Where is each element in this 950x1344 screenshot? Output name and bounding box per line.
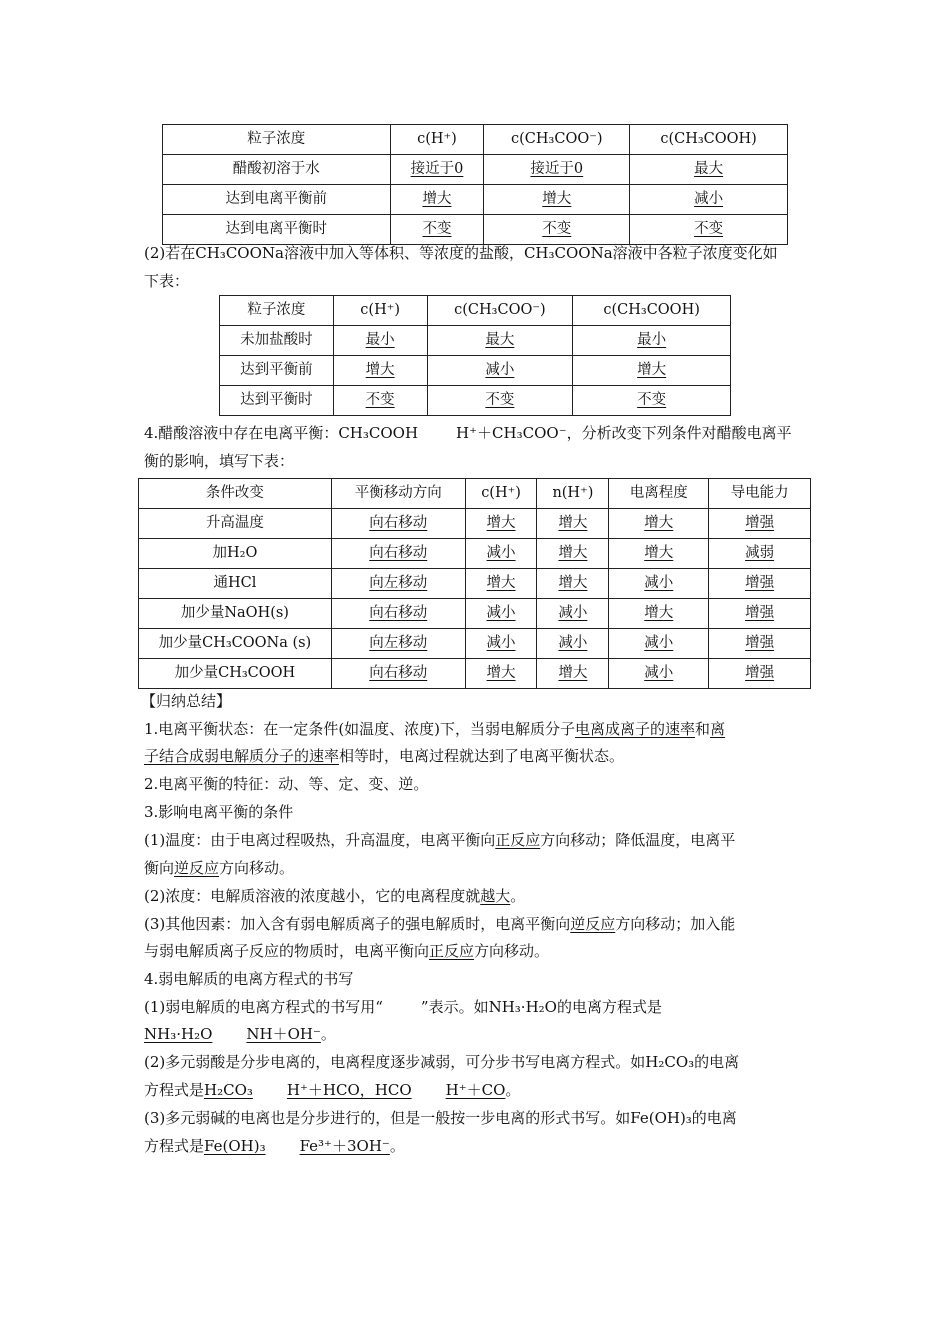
summary-3-3-line-1 xyxy=(144,911,808,938)
table-header: c(CH₃COOH) xyxy=(573,296,731,326)
table-row xyxy=(163,125,788,155)
text: 相等时，电离过程就达到了电离平衡状态。 xyxy=(339,747,625,765)
blank-answer xyxy=(204,1137,390,1155)
table-cell: 醋酸初溶于水 xyxy=(163,155,391,185)
text: 。 xyxy=(389,1137,405,1155)
table-header: 电离程度 xyxy=(609,479,709,509)
equilibrium-conditions-table xyxy=(138,478,811,689)
summary-1-line-1 xyxy=(144,716,808,743)
table-cell: 增大 xyxy=(609,599,709,629)
table-cell: 不变 xyxy=(333,386,427,416)
summary-3-3-line-2 xyxy=(144,938,808,965)
table-cell: 减小 xyxy=(630,185,788,215)
text: (1)弱电解质的电离方程式的书写用“ xyxy=(144,998,383,1016)
table-cell: 达到电离平衡前 xyxy=(163,185,391,215)
summary-3: 3.影响电离平衡的条件 xyxy=(144,803,294,821)
table-cell: 减小 xyxy=(465,599,537,629)
table-cell: 增大 xyxy=(609,539,709,569)
table-header: c(H⁺) xyxy=(333,296,427,326)
blank-answer xyxy=(204,1081,505,1099)
text: H₂CO₃ xyxy=(204,1081,253,1099)
table-cell: 增大 xyxy=(537,539,609,569)
table-cell: 达到电离平衡时 xyxy=(163,215,391,245)
table-cell: 增大 xyxy=(484,185,630,215)
table-cell: 达到平衡前 xyxy=(220,356,334,386)
table-header: 导电能力 xyxy=(709,479,811,509)
text: 衡向 xyxy=(144,859,175,877)
text: ”表示。如NH₃·H₂O的电离方程式是 xyxy=(420,998,662,1016)
paragraph-2-line-2: 下表： xyxy=(144,272,190,290)
summary-3-1-line-1 xyxy=(144,827,808,854)
table-cell: 最小 xyxy=(333,326,427,356)
text: 方向移动；加入能 xyxy=(615,915,736,933)
table-header: n(H⁺) xyxy=(537,479,609,509)
blank-answer xyxy=(144,1025,321,1043)
table-cell: 向右移动 xyxy=(331,539,465,569)
summary-1-line-2 xyxy=(144,743,808,770)
table-cell: 增大 xyxy=(537,659,609,689)
equation-right: H⁺＋CH₃COO⁻，分析改变下列条件对醋酸电离平 xyxy=(456,424,792,442)
summary-4-1-line-1 xyxy=(144,994,808,1021)
table-header: 粒子浓度 xyxy=(220,296,334,326)
table-row xyxy=(139,569,811,599)
text: NH＋OH⁻ xyxy=(246,1025,321,1043)
table-header: 粒子浓度 xyxy=(163,125,391,155)
paragraph-4-line-2: 衡的影响，填写下表： xyxy=(144,452,295,470)
table-cell: 增强 xyxy=(709,569,811,599)
summary-2: 2.电离平衡的特征：动、等、定、变、逆。 xyxy=(144,775,429,793)
table-cell: 减小 xyxy=(537,599,609,629)
table-cell: 向左移动 xyxy=(331,629,465,659)
blank-answer: 逆反应 xyxy=(570,915,616,933)
table-header: c(H⁺) xyxy=(390,125,484,155)
summary-4: 4.弱电解质的电离方程式的书写 xyxy=(144,970,354,988)
table-header: 条件改变 xyxy=(139,479,332,509)
table-row xyxy=(139,599,811,629)
table-cell: 向右移动 xyxy=(331,599,465,629)
text: NH₃·H₂O xyxy=(144,1025,213,1043)
summary-heading: 【归纳总结】 xyxy=(141,692,232,710)
text: Fe³⁺＋3OH⁻ xyxy=(299,1137,390,1155)
table-cell: 加少量CH₃COOH xyxy=(139,659,332,689)
table-cell: 最小 xyxy=(573,326,731,356)
ion-concentration-table-sodium-acetate xyxy=(219,295,731,416)
table-cell: 增大 xyxy=(609,509,709,539)
summary-4-3-line-2 xyxy=(144,1133,808,1160)
table-row xyxy=(163,185,788,215)
table-cell: 加少量NaOH(s) xyxy=(139,599,332,629)
table-cell: 不变 xyxy=(630,215,788,245)
table-cell: 未加盐酸时 xyxy=(220,326,334,356)
table-cell: 不变 xyxy=(427,386,573,416)
blank-answer: 离 xyxy=(710,720,726,738)
table-cell: 达到平衡时 xyxy=(220,386,334,416)
text: 。 xyxy=(320,1025,336,1043)
table-row xyxy=(139,539,811,569)
paragraph-2-line-1: (2)若在CH₃COONa溶液中加入等体积、等浓度的盐酸，CH₃COONa溶液中各粒子浓度变化如 xyxy=(144,244,778,262)
table-cell: 增大 xyxy=(465,659,537,689)
table-cell: 增大 xyxy=(573,356,731,386)
table-cell: 增大 xyxy=(537,509,609,539)
table-cell: 向右移动 xyxy=(331,509,465,539)
text: 方向移动；降低温度，电离平 xyxy=(540,831,736,849)
summary-4-2-line-2 xyxy=(144,1077,808,1104)
table-header: c(H⁺) xyxy=(465,479,537,509)
blank-answer: 正反应 xyxy=(495,831,541,849)
table-cell: 加H₂O xyxy=(139,539,332,569)
table-cell: 减小 xyxy=(465,539,537,569)
table-cell: 加少量CH₃COONa (s) xyxy=(139,629,332,659)
text: 方向移动。 xyxy=(474,942,550,960)
table-cell: 增大 xyxy=(465,509,537,539)
table-cell: 减小 xyxy=(609,629,709,659)
table-cell: 减小 xyxy=(465,629,537,659)
table-cell: 增强 xyxy=(709,659,811,689)
table-cell: 升高温度 xyxy=(139,509,332,539)
table-cell: 增强 xyxy=(709,509,811,539)
equation-left: 4.醋酸溶液中存在电离平衡：CH₃COOH xyxy=(144,424,419,442)
summary-3-1-line-2 xyxy=(144,855,808,882)
blank-answer: 电离成离子的速率 xyxy=(575,720,696,738)
table-row xyxy=(220,386,731,416)
table-cell: 减小 xyxy=(609,569,709,599)
summary-3-2 xyxy=(144,883,808,910)
text: 方向移动。 xyxy=(219,859,295,877)
paragraph-4-line-1 xyxy=(144,420,808,447)
table-cell: 增强 xyxy=(709,599,811,629)
table-cell: 不变 xyxy=(573,386,731,416)
table-cell: 减小 xyxy=(427,356,573,386)
ion-concentration-table-acetic xyxy=(162,124,788,245)
table-cell: 增大 xyxy=(537,569,609,599)
table-row xyxy=(220,326,731,356)
table-row xyxy=(220,296,731,326)
table-cell: 通HCl xyxy=(139,569,332,599)
table-cell: 增大 xyxy=(333,356,427,386)
table-header: c(CH₃COO⁻) xyxy=(427,296,573,326)
text: 。 xyxy=(505,1081,521,1099)
text: H⁺＋HCO，HCO xyxy=(286,1081,412,1099)
text: 1.电离平衡状态：在一定条件(如温度、浓度)下，当弱电解质分子 xyxy=(144,720,576,738)
blank-answer: 越大 xyxy=(480,887,511,905)
summary-4-2-line-1: (2)多元弱酸是分步电离的，电离程度逐步减弱，可分步书写电离方程式。如H₂CO₃的电离 xyxy=(144,1053,740,1071)
text: 。 xyxy=(510,887,526,905)
table-cell: 增强 xyxy=(709,629,811,659)
table-cell: 减小 xyxy=(609,659,709,689)
summary-4-1-line-2 xyxy=(144,1021,808,1048)
table-cell: 增大 xyxy=(465,569,537,599)
table-row xyxy=(220,356,731,386)
text: 方程式是 xyxy=(144,1137,205,1155)
table-row xyxy=(139,629,811,659)
text: 方程式是 xyxy=(144,1081,205,1099)
text: (2)浓度：电解质溶液的浓度越小，它的电离程度就 xyxy=(144,887,481,905)
table-header: c(CH₃COO⁻) xyxy=(484,125,630,155)
table-header: 平衡移动方向 xyxy=(331,479,465,509)
table-cell: 不变 xyxy=(390,215,484,245)
text: Fe(OH)₃ xyxy=(204,1137,266,1155)
summary-4-3-line-1: (3)多元弱碱的电离也是分步进行的，但是一般按一步电离的形式书写。如Fe(OH)₃的电离 xyxy=(144,1109,737,1127)
text: (1)温度：由于电离过程吸热，升高温度，电离平衡向 xyxy=(144,831,496,849)
table-cell: 减小 xyxy=(537,629,609,659)
blank-answer: 正反应 xyxy=(429,942,475,960)
table-cell: 减弱 xyxy=(709,539,811,569)
text: 和 xyxy=(695,720,711,738)
table-cell: 接近于0 xyxy=(484,155,630,185)
blank-answer: 子结合成弱电解质分子的速率 xyxy=(144,747,340,765)
table-cell: 接近于0 xyxy=(390,155,484,185)
table-row xyxy=(139,659,811,689)
text: H⁺＋CO xyxy=(445,1081,506,1099)
table-cell: 向左移动 xyxy=(331,569,465,599)
table-cell: 最大 xyxy=(427,326,573,356)
text: (3)其他因素：加入含有弱电解质离子的强电解质时，电离平衡向 xyxy=(144,915,571,933)
table-row xyxy=(163,155,788,185)
table-cell: 最大 xyxy=(630,155,788,185)
table-cell: 向右移动 xyxy=(331,659,465,689)
table-cell: 不变 xyxy=(484,215,630,245)
table-row xyxy=(139,509,811,539)
table-row xyxy=(139,479,811,509)
table-cell: 增大 xyxy=(390,185,484,215)
table-header: c(CH₃COOH) xyxy=(630,125,788,155)
blank-answer: 逆反应 xyxy=(174,859,220,877)
text: 与弱电解质离子反应的物质时，电离平衡向 xyxy=(144,942,430,960)
